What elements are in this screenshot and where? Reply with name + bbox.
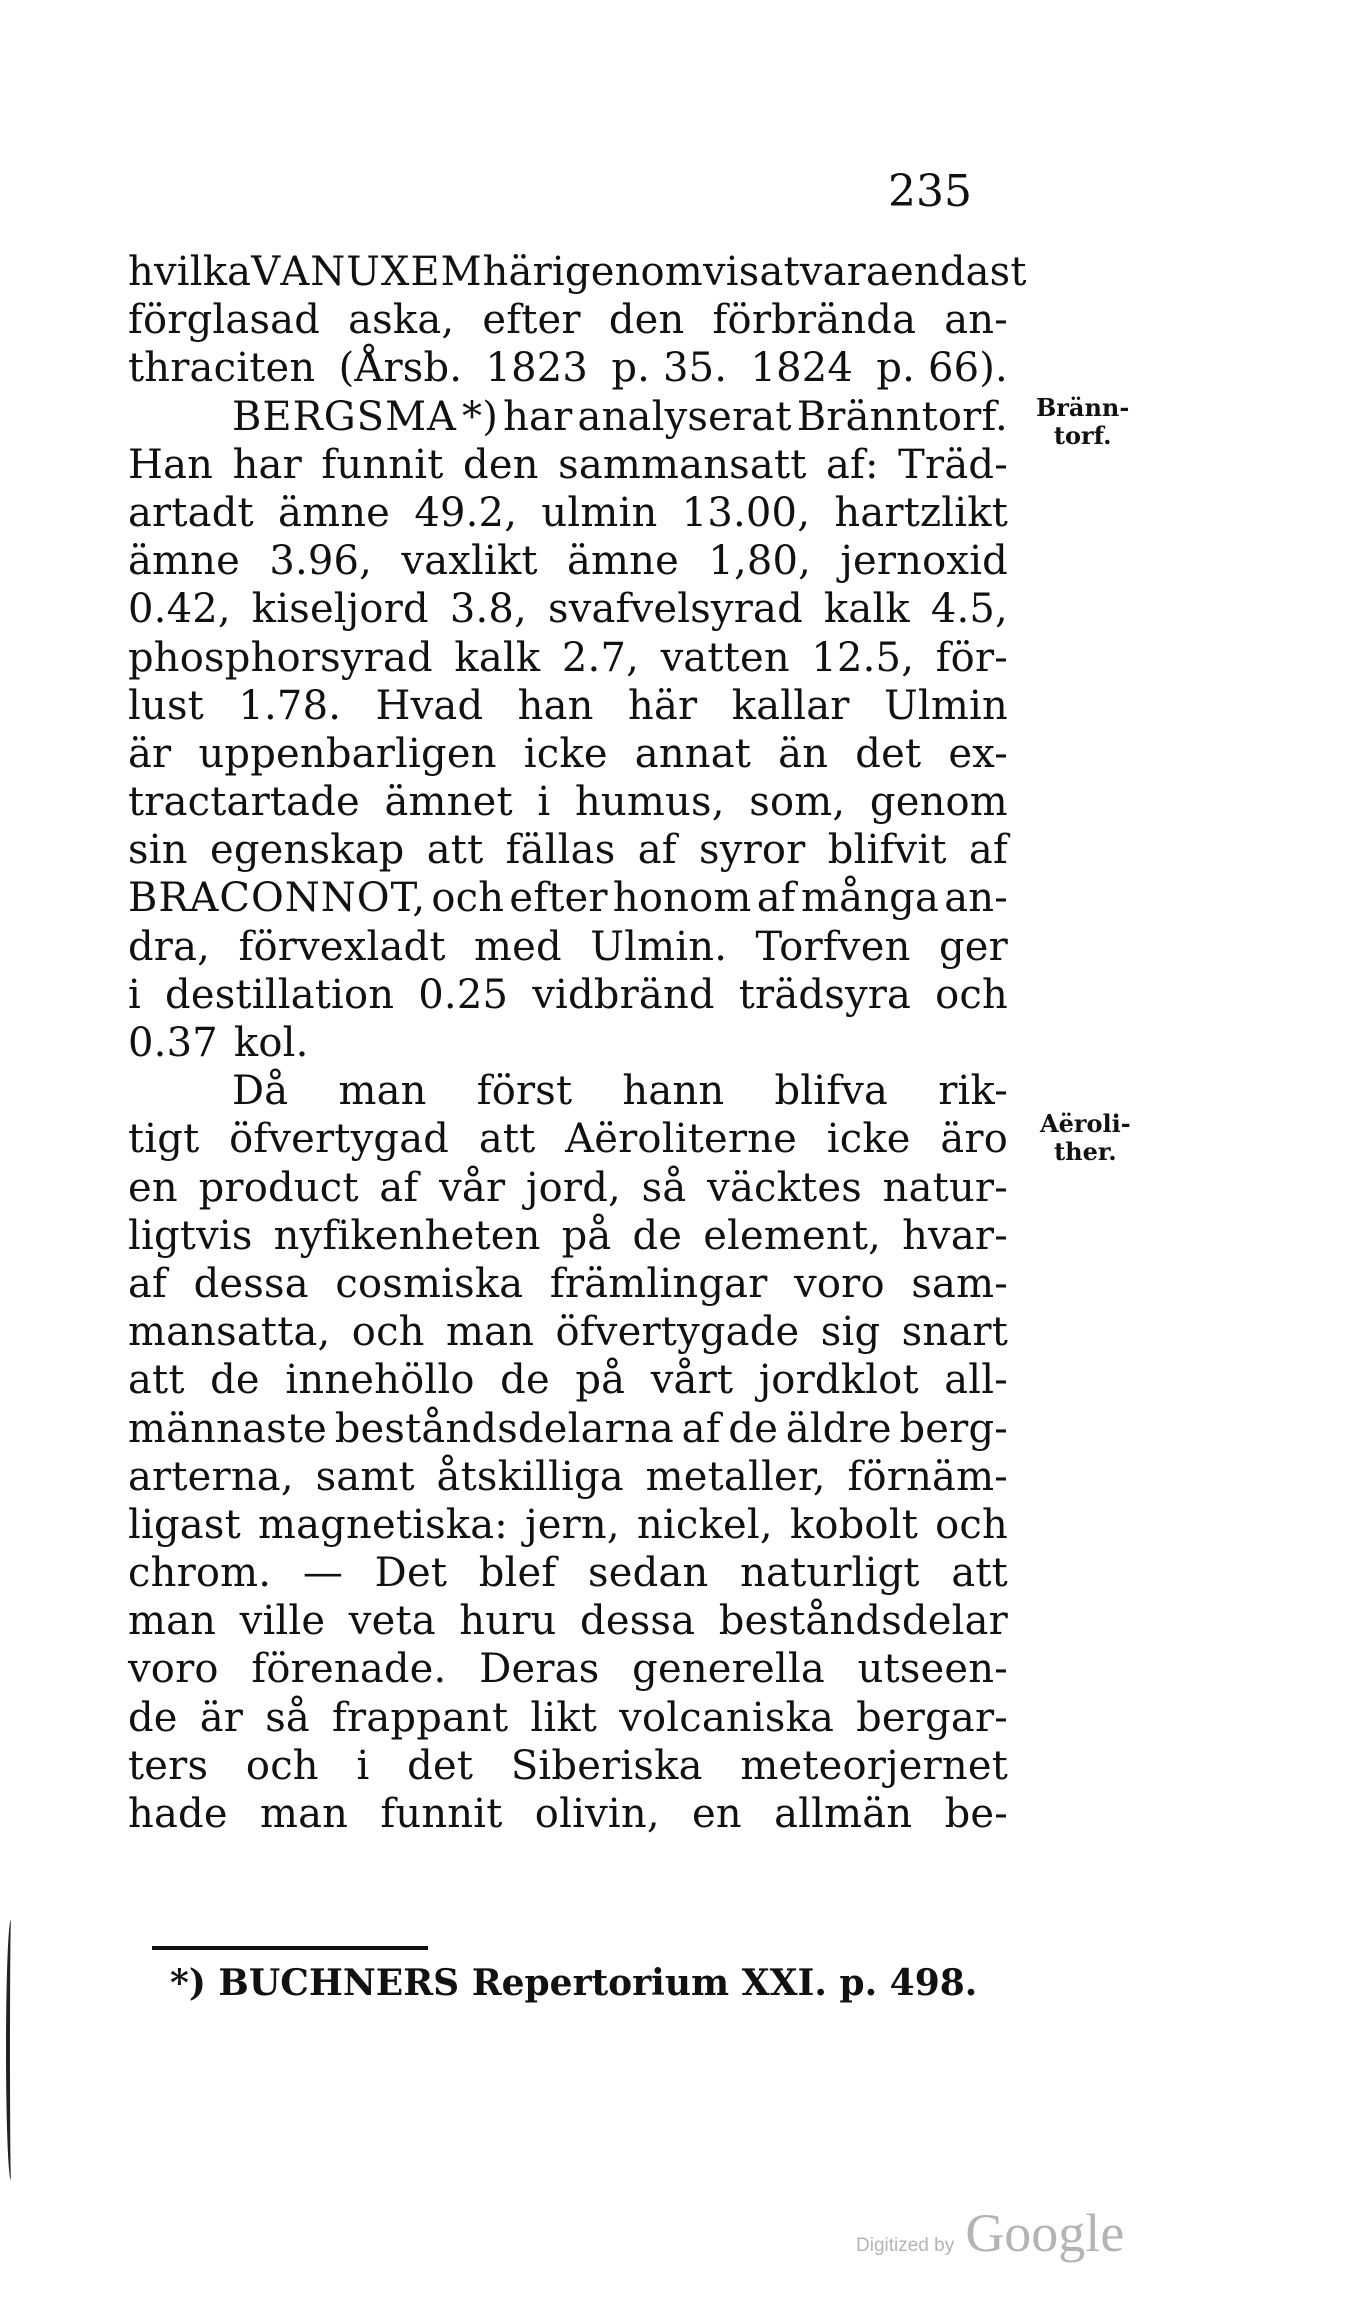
text-line: Då man först hann blifva rik- <box>232 1068 1008 1115</box>
text-line: man ville veta huru dessa beståndsdelar <box>128 1598 1008 1645</box>
text-line: Han har funnit den sammansatt af: Träd- <box>128 441 1008 488</box>
margin-note-branntorf: Bränn- torf. <box>1036 393 1130 450</box>
text-line: tractartade ämnet i humus, som, genom <box>128 779 1008 826</box>
text-line: phosphorsyrad kalk 2.7, vatten 12.5, för- <box>128 634 1008 681</box>
text-line: 0.37 kol. <box>128 1020 309 1066</box>
body-text <box>128 248 1027 1838</box>
text-line: i destillation 0.25 vidbränd trädsyra och <box>128 971 1008 1018</box>
watermark-prefix: Digitized by <box>856 2235 955 2256</box>
text-line: voro förenade. Deras generella utseen- <box>128 1646 1008 1693</box>
scan-margin-mark <box>6 1920 16 2180</box>
text-line: ters och i det Siberiska meteorjernet <box>128 1742 1008 1789</box>
text-line: thraciten (Årsb. 1823 p. 35. 1824 p. 66). <box>128 345 1008 392</box>
margin-note-aerolither: Aëroli- ther. <box>1040 1109 1131 1166</box>
text-line: BERGSMA *) har analyserat Bränntorf. <box>232 393 1008 440</box>
text-line: dra, förvexladt med Ulmin. Torfven ger <box>128 923 1008 970</box>
text-line: en product af vår jord, så väcktes natur- <box>128 1164 1008 1211</box>
text-line: 0.42, kiseljord 3.8, svafvelsyrad kalk 4.5, <box>128 586 1008 633</box>
text-line: arterna, samt åtskilliga metaller, förnäm- <box>128 1453 1008 1500</box>
footnote <box>170 1962 977 2004</box>
text-line: förglasad aska, efter den förbrända an- <box>128 297 1008 344</box>
text-line: ligtvis nyfikenheten på de element, hvar- <box>128 1212 1008 1259</box>
text-line: af dessa cosmiska främlingar voro sam- <box>128 1260 1008 1307</box>
text-line: BRACONNOT, och efter honom af många an- <box>128 875 1008 922</box>
text-line: artadt ämne 49.2, ulmin 13.00, hartzlikt <box>128 489 1008 536</box>
text-line: är uppenbarligen icke annat än det ex- <box>128 730 1008 777</box>
text-line: ligast magnetiska: jern, nickel, kobolt och <box>128 1501 1008 1548</box>
text-line: ämne 3.96, vaxlikt ämne 1,80, jernoxid <box>128 538 1008 585</box>
text-line: att de innehöllo de på vårt jordklot all- <box>128 1357 1008 1404</box>
text-line: mansatta, och man öfvertygade sig snart <box>128 1309 1008 1356</box>
text-line: tigt öfvertygad att Aëroliterne icke äro <box>128 1116 1008 1163</box>
footnote-divider <box>152 1946 428 1950</box>
text-line: chrom. — Det blef sedan naturligt att <box>128 1550 1008 1597</box>
footnote-marker: *) <box>170 1962 206 2004</box>
google-logo: Google <box>965 2203 1125 2263</box>
footnote-text: BUCHNERS Repertorium XXI. p. 498. <box>218 1962 978 2004</box>
page-number: 235 <box>888 166 972 217</box>
text-line: männaste beståndsdelarna af de äldre berg- <box>128 1405 1008 1452</box>
text-line: hvilka VANUXEM härigenom visat vara endast <box>128 249 1027 295</box>
text-line: lust 1.78. Hvad han här kallar Ulmin <box>128 682 1008 729</box>
text-line: de är så frappant likt volcaniska bergar- <box>128 1694 1008 1741</box>
text-line: hade man funnit olivin, en allmän be- <box>128 1791 1008 1837</box>
text-line: sin egenskap att fällas af syror blifvit af <box>128 827 1008 874</box>
digitized-watermark <box>856 2202 1124 2264</box>
